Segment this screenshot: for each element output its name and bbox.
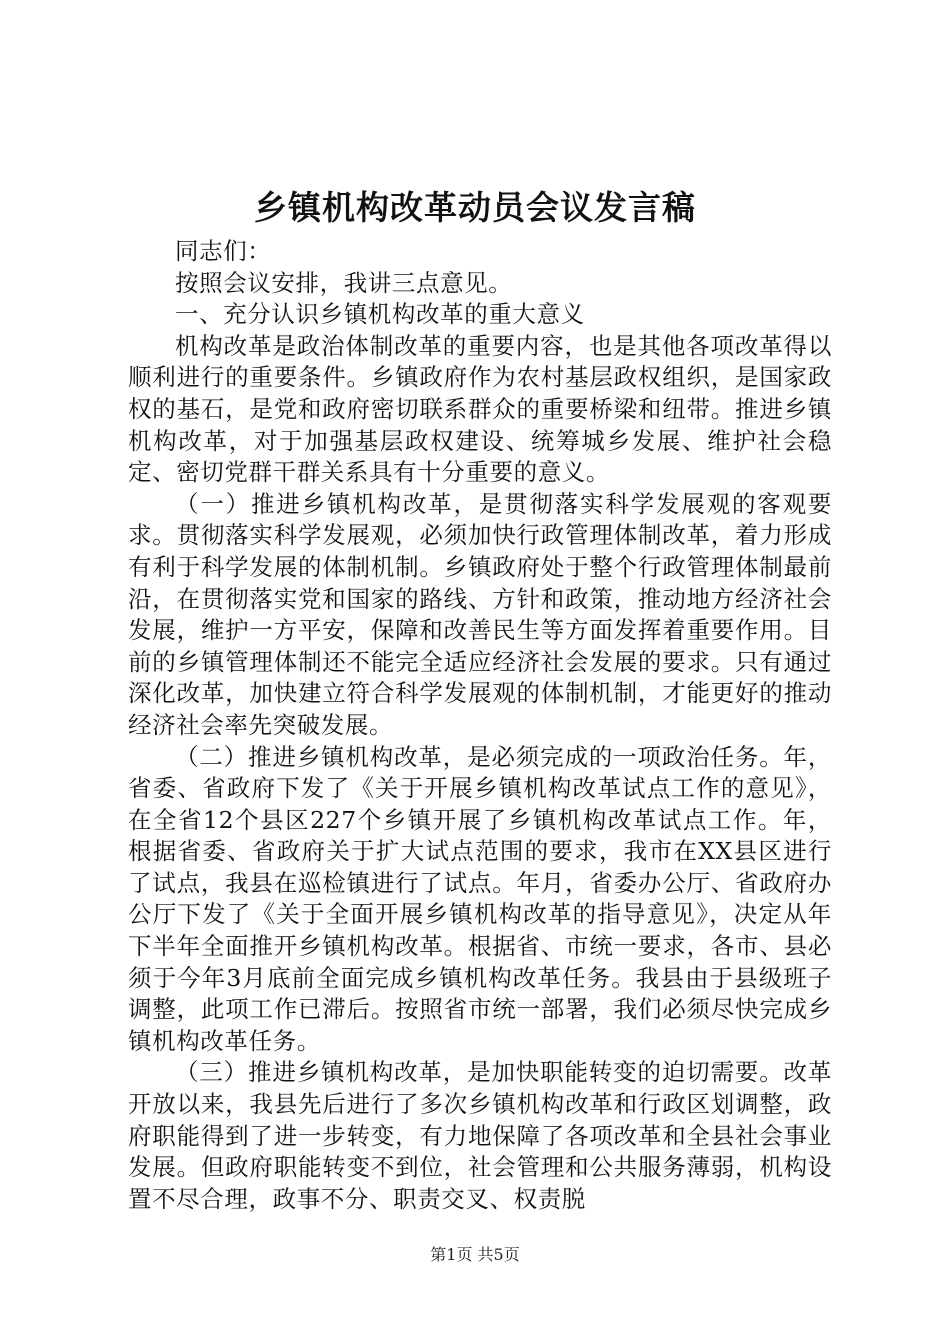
body-paragraph: （三）推进乡镇机构改革，是加快职能转变的迫切需要。改革开放以来，我县先后进行了多次乡镇机构改革和行政区划调整，政府职能得到了进一步转变，有力地保障了各项改革和全县社会事业发展。但政府职能转变不到位，社会管理和公共服务薄弱，机构设置不尽合理，政事不分、职责交叉、权责脱: [128, 1058, 832, 1213]
section-heading-1: 一、充分认识乡镇机构改革的重大意义: [175, 300, 585, 329]
document-title: 乡镇机构改革动员会议发言稿: [254, 188, 696, 227]
document-body: [128, 236, 832, 1215]
page-footer: 第1页 共5页: [430, 1245, 520, 1264]
body-paragraph: （二）推进乡镇机构改革，是必须完成的一项政治任务。年，省委、省政府下发了《关于开展乡镇机构改革试点工作的意见》，在全省12个县区227个乡镇开展了乡镇机构改革试点工作。年，根据省委、省政府关于扩大试点范围的要求，我市在XX县区进行了试点，我县在巡检镇进行了试点。年月，省委办公厅、省政府办公厅下发了《关于全面开展乡镇机构改革的指导意见》，决定从年下半年全面推开乡镇机构改革。根据省、市统一要求，各市、县必须于今年3月底前全面完成乡镇机构改革任务。我县由于县级班子调整，此项工作已滞后。按照省市统一部署，我们必须尽快完成乡镇机构改革任务。: [128, 742, 832, 1055]
salutation: 同志们：: [175, 237, 272, 265]
body-paragraph: 机构改革是政治体制改革的重要内容，也是其他各项改革得以顺利进行的重要条件。乡镇政府作为农村基层政权组织，是国家政权的基石，是党和政府密切联系群众的重要桥梁和纽带。推进乡镇机构改革，对于加强基层政权建设、统筹城乡发展、维护社会稳定、密切党群干群关系具有十分重要的意义。: [128, 331, 832, 487]
intro-paragraph: 按照会议安排，我讲三点意见。: [175, 268, 513, 297]
body-paragraph: （一）推进乡镇机构改革，是贯彻落实科学发展观的客观要求。贯彻落实科学发展观，必须加快行政管理体制改革，着力形成有利于科学发展的体制机制。乡镇政府处于整个行政管理体制最前沿，在贯彻落实党和国家的路线、方针和政策，推动地方经济社会发展，维护一方平安，保障和改善民生等方面发挥着重要作用。目前的乡镇管理体制还不能完全适应经济社会发展的要求。只有通过深化改革，加快建立符合科学发展观的体制机制，才能更好的推动经济社会率先突破发展。: [128, 489, 832, 739]
